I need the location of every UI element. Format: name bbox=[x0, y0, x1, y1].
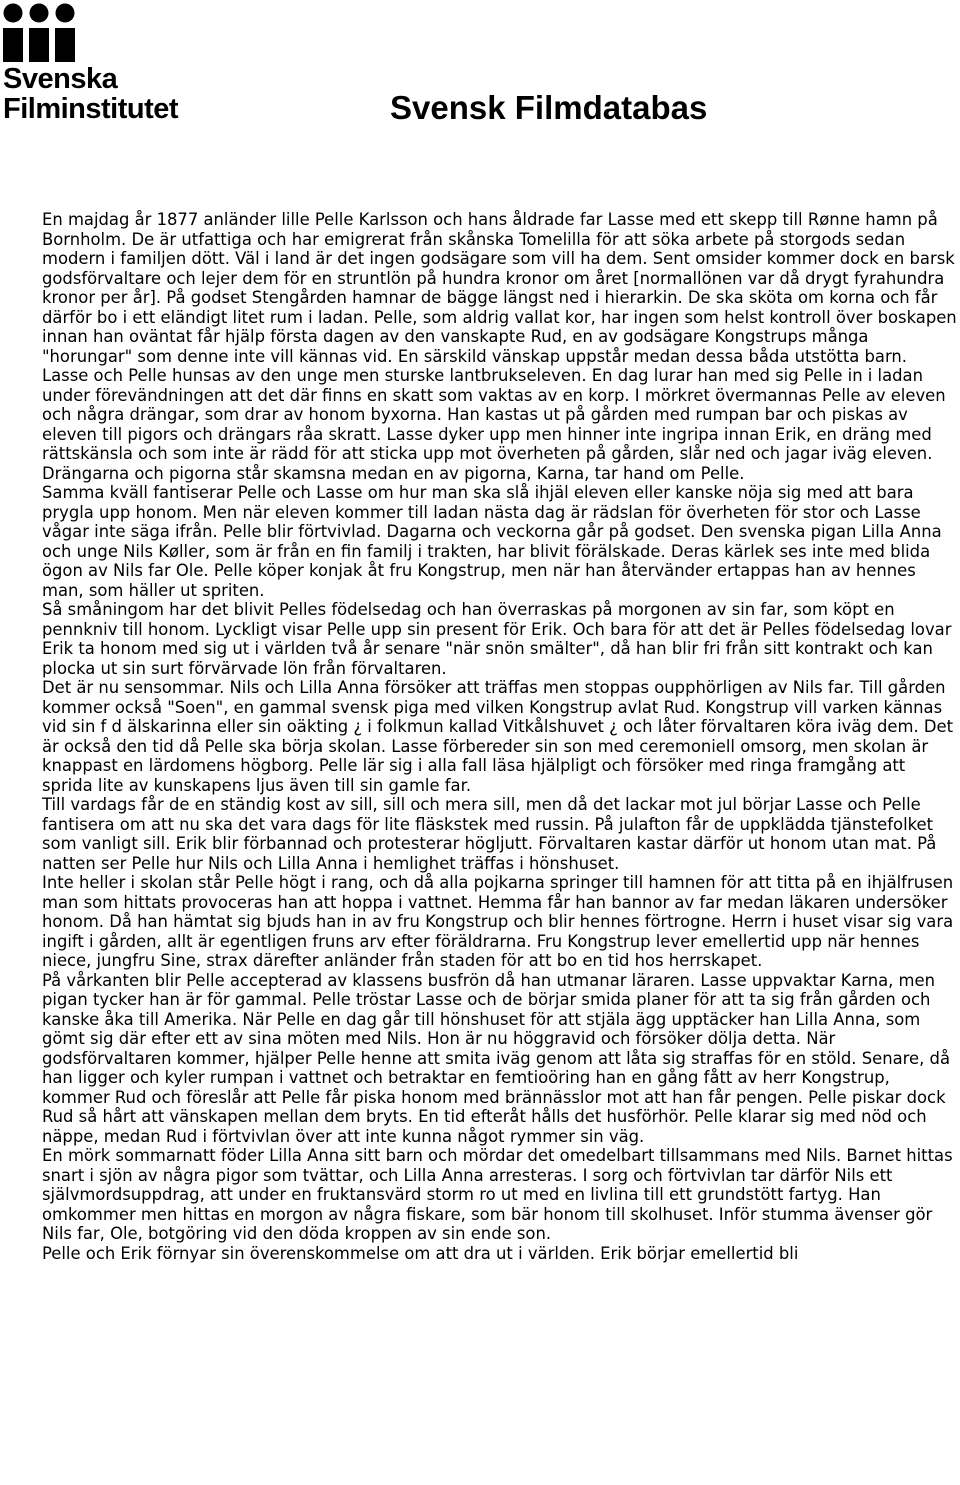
synopsis-paragraph: Inte heller i skolan står Pelle högt i rang, och då alla pojkarna springer till hamnen för att titta på en ihjälfrusen man som hittats provoceras han att hoppa i vattnet. Hemma får han bannor av far medan läkaren undersöker honom. Då han hämtat sig bjuds han in av fru Kongstrup och blir hennes förtrogne. Herrn i huset visar sig vara ingift i gården, allt är egentligen fruns arv efter föräldrarna. Fru Kongstrup lever emellertid upp när hennes niece, jungfru Sine, strax därefter anländer från staden för att bo en tid hos herrskapet. bbox=[42, 873, 954, 970]
synopsis-paragraph: Till vardags får de en ständig kost av sill, sill och mera sill, men då det lackar mot jul börjar Lasse och Pelle fantisera om att nu ska det vara dags för lite fläskstek med russin. På julafton får de uppklädda tjänstefolket som vanligt sill. Erik blir förbannad och protesterar högljutt. Förvaltaren kastar därför ut honom utan mat. På natten ser Pelle hur Nils och Lilla Anna i hemlighet träffas i hönshuset. bbox=[42, 795, 937, 873]
synopsis-text bbox=[42, 210, 960, 1263]
synopsis-paragraph: Pelle och Erik förnyar sin överenskommelse om att dra ut i världen. Erik börjar emellertid bli bbox=[42, 1243, 799, 1263]
synopsis-paragraph: På vårkanten blir Pelle accepterad av klassens busfrön då han utmanar läraren. Lasse uppvaktar Karna, men pigan tycker han är för gammal. Pelle tröstar Lasse och de börjar smida planer för att ta sig från gården och kanske åka till Amerika. När Pelle en dag går till hönshuset för att stjäla ägg upptäcker han Lilla Anna, som gömt sig där efter ett av sina möten med Nils. Hon är nu höggravid och försöker dölja detta. När godsförvaltaren kommer, hjälper Pelle henne att smita iväg genom att låta sig straffas för en stöld. Senare, då han ligger och kyler rumpan i vattnet och betraktar en femtioöring han en gång fått av herr Kongstrup, kommer Rud och föreslår att Pelle får piska honom med brännässlor mot att han får pengen. Pelle piskar dock Rud så hårt att vänskapen mellan dem bryts. En tid efteråt hålls det husförhör. Pelle klarar sig med nöd och näppe, medan Rud i förtvivlan över att inte kunna något rymmer sin väg. bbox=[42, 970, 950, 1146]
synopsis-paragraph: Det är nu sensommar. Nils och Lilla Anna försöker att träffas men stoppas oupphörligen av Nils far. Till gården kommer också "Soen", en gammal svensk piga med vilken Kongstrup avlat Rud. Kongstrup vill varken kännas vid sin f d älskarinna eller sin oäkting ¿ i folkmun kallad Vitkålshuvet ¿ och låter förvaltaren köra iväg dem. Det är också den tid då Pelle ska börja skolan. Lasse förbereder sin son med ceremoniell omsorg, men skolan är knappast en lärdomens högborg. Pelle lär sig i alla fall läsa hjälpligt och försöker med ringa framgång att sprida lite av kunskapens ljus även till sin gamle far. bbox=[42, 678, 953, 795]
svenska-filminstitutet-logo-icon bbox=[2, 2, 76, 64]
logo-line-filminstitutet: Filminstitutet bbox=[3, 93, 179, 125]
synopsis-paragraph: Samma kväll fantiserar Pelle och Lasse om hur man ska slå ihjäl eleven eller kanske nöja sig med att bara prygla upp honom. Men när eleven kommer till ladan nästa dag är rädslan för överheten för stor och Lasse vågar inte säga ifrån. Pelle blir förtvivlad. Dagarna och veckorna går på godset. Den svenska pigan Lilla Anna och unge Nils Køller, som är från en fin familj i trakten, har blivit förälskade. Deras kärlek ses inte med blida ögon av Nils far Ole. Pelle köper konjak åt fru Kongstrup, men när han återvänder ertappas han av hennes man, som häller ut spriten. bbox=[42, 483, 942, 600]
synopsis-paragraph: Drängarna och pigorna står skamsna medan en av pigorna, Karna, tar hand om Pelle. bbox=[42, 463, 745, 483]
page-title: Svensk Filmdatabas bbox=[390, 89, 708, 126]
synopsis-paragraph: En mörk sommarnatt föder Lilla Anna sitt barn och mördar det omedelbart tillsammans med Nils. Barnet hittas snart i sjön av några pigor som tvättar, och Lilla Anna arresteras. I sorg och förtvivlan tar därför Nils ett självmordsuppdrag, att under en fruktansvärd storm ro ut med en livlina till ett grundstött fartyg. Han omkommer men hittas en morgon av några fiskare, som bär honom till skolhuset. Inför stumma ävenser gör Nils far, Ole, botgöring vid den döda kroppen av sin ende son. bbox=[42, 1146, 953, 1243]
synopsis-paragraph: Lasse och Pelle hunsas av den unge men sturske lantbrukseleven. En dag lurar han med sig Pelle in i ladan under förevändningen att det där finns en skatt som vaktas av en korp. I mörkret övermannas Pelle av eleven och några drängar, som drar av honom byxorna. Han kastas ut på gården med rumpan bar och piskas av eleven till pigors och drängars råa skratt. Lasse dyker upp men hinner inte ingripa innan Erik, en dräng med rättskänsla och som inte är rädd för att sticka upp mot överheten på gården, slår ned och jagar iväg eleven. bbox=[42, 366, 946, 463]
synopsis-paragraph: Så småningom har det blivit Pelles födelsedag och han överraskas på morgonen av sin far, som köpt en pennkniv till honom. Lyckligt visar Pelle upp sin present för Erik. Och bara för att det är Pelles födelsedag lovar Erik ta honom med sig ut i världen två år senare "när snön smälter", då han blir fri från sitt kontrakt och kan plocka ut sin surt förvärvade lön från förvaltaren. bbox=[42, 600, 952, 678]
logo-wordmark bbox=[3, 64, 178, 124]
synopsis-paragraph: En majdag år 1877 anländer lille Pelle Karlsson och hans åldrade far Lasse med ett skepp till Rønne hamn på Bornholm. De är utfattiga och har emigrerat från skånska Tomelilla för att söka arbete på storgods sedan modern i familjen dött. Väl i land är det ingen godsägare som vill ha dem. Sent omsider kommer dock en barsk godsförvaltare och lejer dem för en struntlön på hundra kronor om året [normallönen var då drygt fyrahundra kronor per år]. På godset Stengården hamnar de bägge längst ned i hierarkin. De ska sköta om korna och får därför bo i ett eländigt litet rum i ladan. Pelle, som aldrig vallat kor, har ingen som helst kontroll över boskapen innan han oväntat får hjälp första dagen av den vanskapte Rud, en av godsägare Kongstrups många "horungar" som denne inte vill kännas vid. En särskild vänskap uppstår medan dessa båda utstötta barn. bbox=[42, 210, 957, 366]
site-logo[interactable] bbox=[0, 0, 200, 130]
logo-line-svenska: Svenska bbox=[3, 63, 118, 95]
